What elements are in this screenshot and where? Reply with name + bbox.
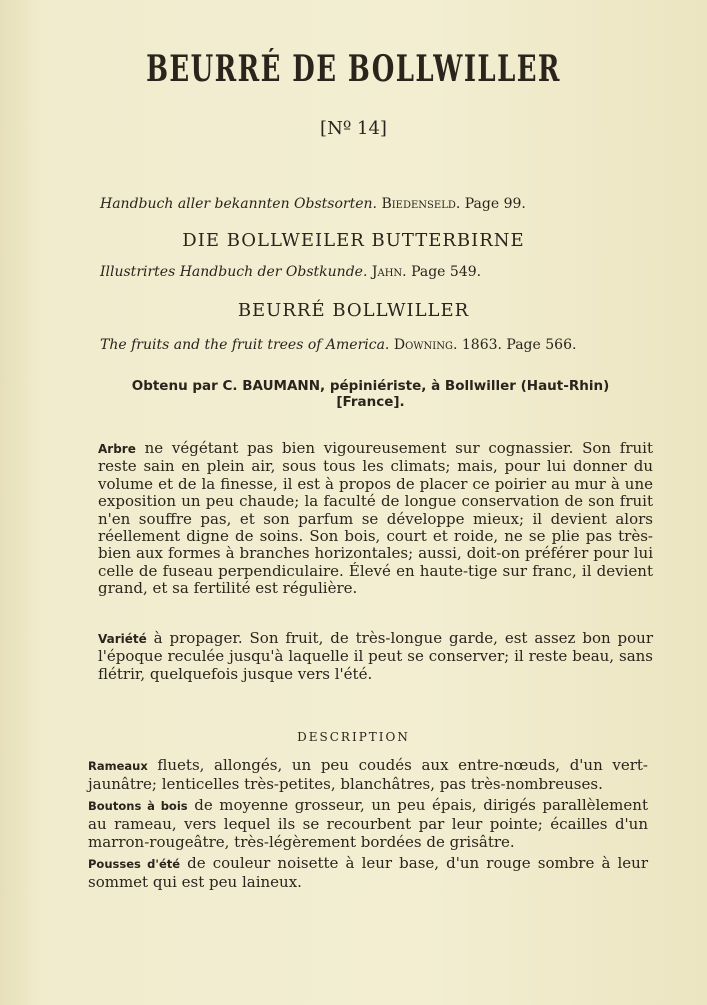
reference-3 [100, 337, 660, 353]
arbre-lead: Arbre [98, 442, 136, 456]
pousses-lead: Pousses d'été [88, 857, 181, 871]
pousses-paragraph [88, 854, 648, 891]
boutons-lead: Boutons à bois [88, 799, 188, 813]
synonym-2: BEURRÉ BOLLWILLER [237, 300, 470, 321]
reference-book: The fruits and the fruit trees of America. [100, 337, 390, 353]
entry-number: [Nº 14] [320, 118, 387, 139]
reference-book: Illustrirtes Handbuch der Obstkunde. [100, 264, 368, 280]
reference-author: Jahn. [371, 264, 407, 280]
page-title: BEURRÉ DE BOLLWILLER [146, 48, 561, 90]
reference-author: Downing. [393, 337, 458, 353]
reference-1 [100, 196, 660, 212]
pousses-text: de couleur noisette à leur base, d'un rouge sombre à leur sommet qui est peu laineux. [88, 854, 648, 891]
reference-page: Page 549. [411, 264, 482, 280]
rameaux-lead: Rameaux [88, 759, 148, 773]
synonym-1: DIE BOLLWEILER BUTTERBIRNE [182, 230, 525, 251]
description-heading: DESCRIPTION [297, 730, 410, 744]
variete-text: à propager. Son fruit, de très-longue garde, est assez bon pour l'époque reculée jusqu'à laquelle il peut se conserver; il reste beau, sans flétrir, quelquefois jusque vers l'été. [98, 629, 653, 683]
reference-page: 1863. Page 566. [461, 337, 577, 353]
arbre-paragraph [98, 440, 653, 598]
rameaux-paragraph [88, 756, 648, 793]
boutons-paragraph [88, 796, 648, 851]
arbre-text: ne végétant pas bien vigoureusement sur cognassier. Son fruit reste sain en plein air, sous tous les climats; mais, pour lui donner du volume et de la finesse, il est à propos de placer ce poirier au mur à une exposition un peu chaude; la faculté de longue conservation de son fruit n'en souffre pas, et son parfum se développe mieux; il devient alors réellement digne de soins. Son bois, court et roide, ne se plie pas très-bien aux formes à branches horizontales; aussi, doit-on préférer pour lui celle de fuseau perpendiculaire. Élevé en haute-tige sur franc, il devient grand, et sa fertilité est régulière. [98, 439, 653, 598]
boutons-text: de moyenne grosseur, un peu épais, dirigés parallèlement au rameau, vers lequel ils se recourbent par leur pointe; écailles d'un marron-rougeâtre, très-légèrement bordées de grisâtre. [88, 796, 648, 851]
variete-lead: Variété [98, 632, 147, 646]
origin-line: Obtenu par C. BAUMANN, pépiniériste, à Bollwiller (Haut-Rhin) [France]. [131, 378, 610, 410]
reference-page: Page 99. [464, 196, 526, 212]
reference-2 [100, 264, 660, 280]
rameaux-text: fluets, allongés, un peu coudés aux entre-nœuds, d'un vert-jaunâtre; lenticelles très-petites, blanchâtres, pas très-nombreuses. [88, 756, 648, 793]
reference-book: Handbuch aller bekannten Obstsorten. [100, 196, 377, 212]
variete-paragraph [98, 630, 653, 683]
reference-author: Biedenseld. [381, 196, 461, 212]
